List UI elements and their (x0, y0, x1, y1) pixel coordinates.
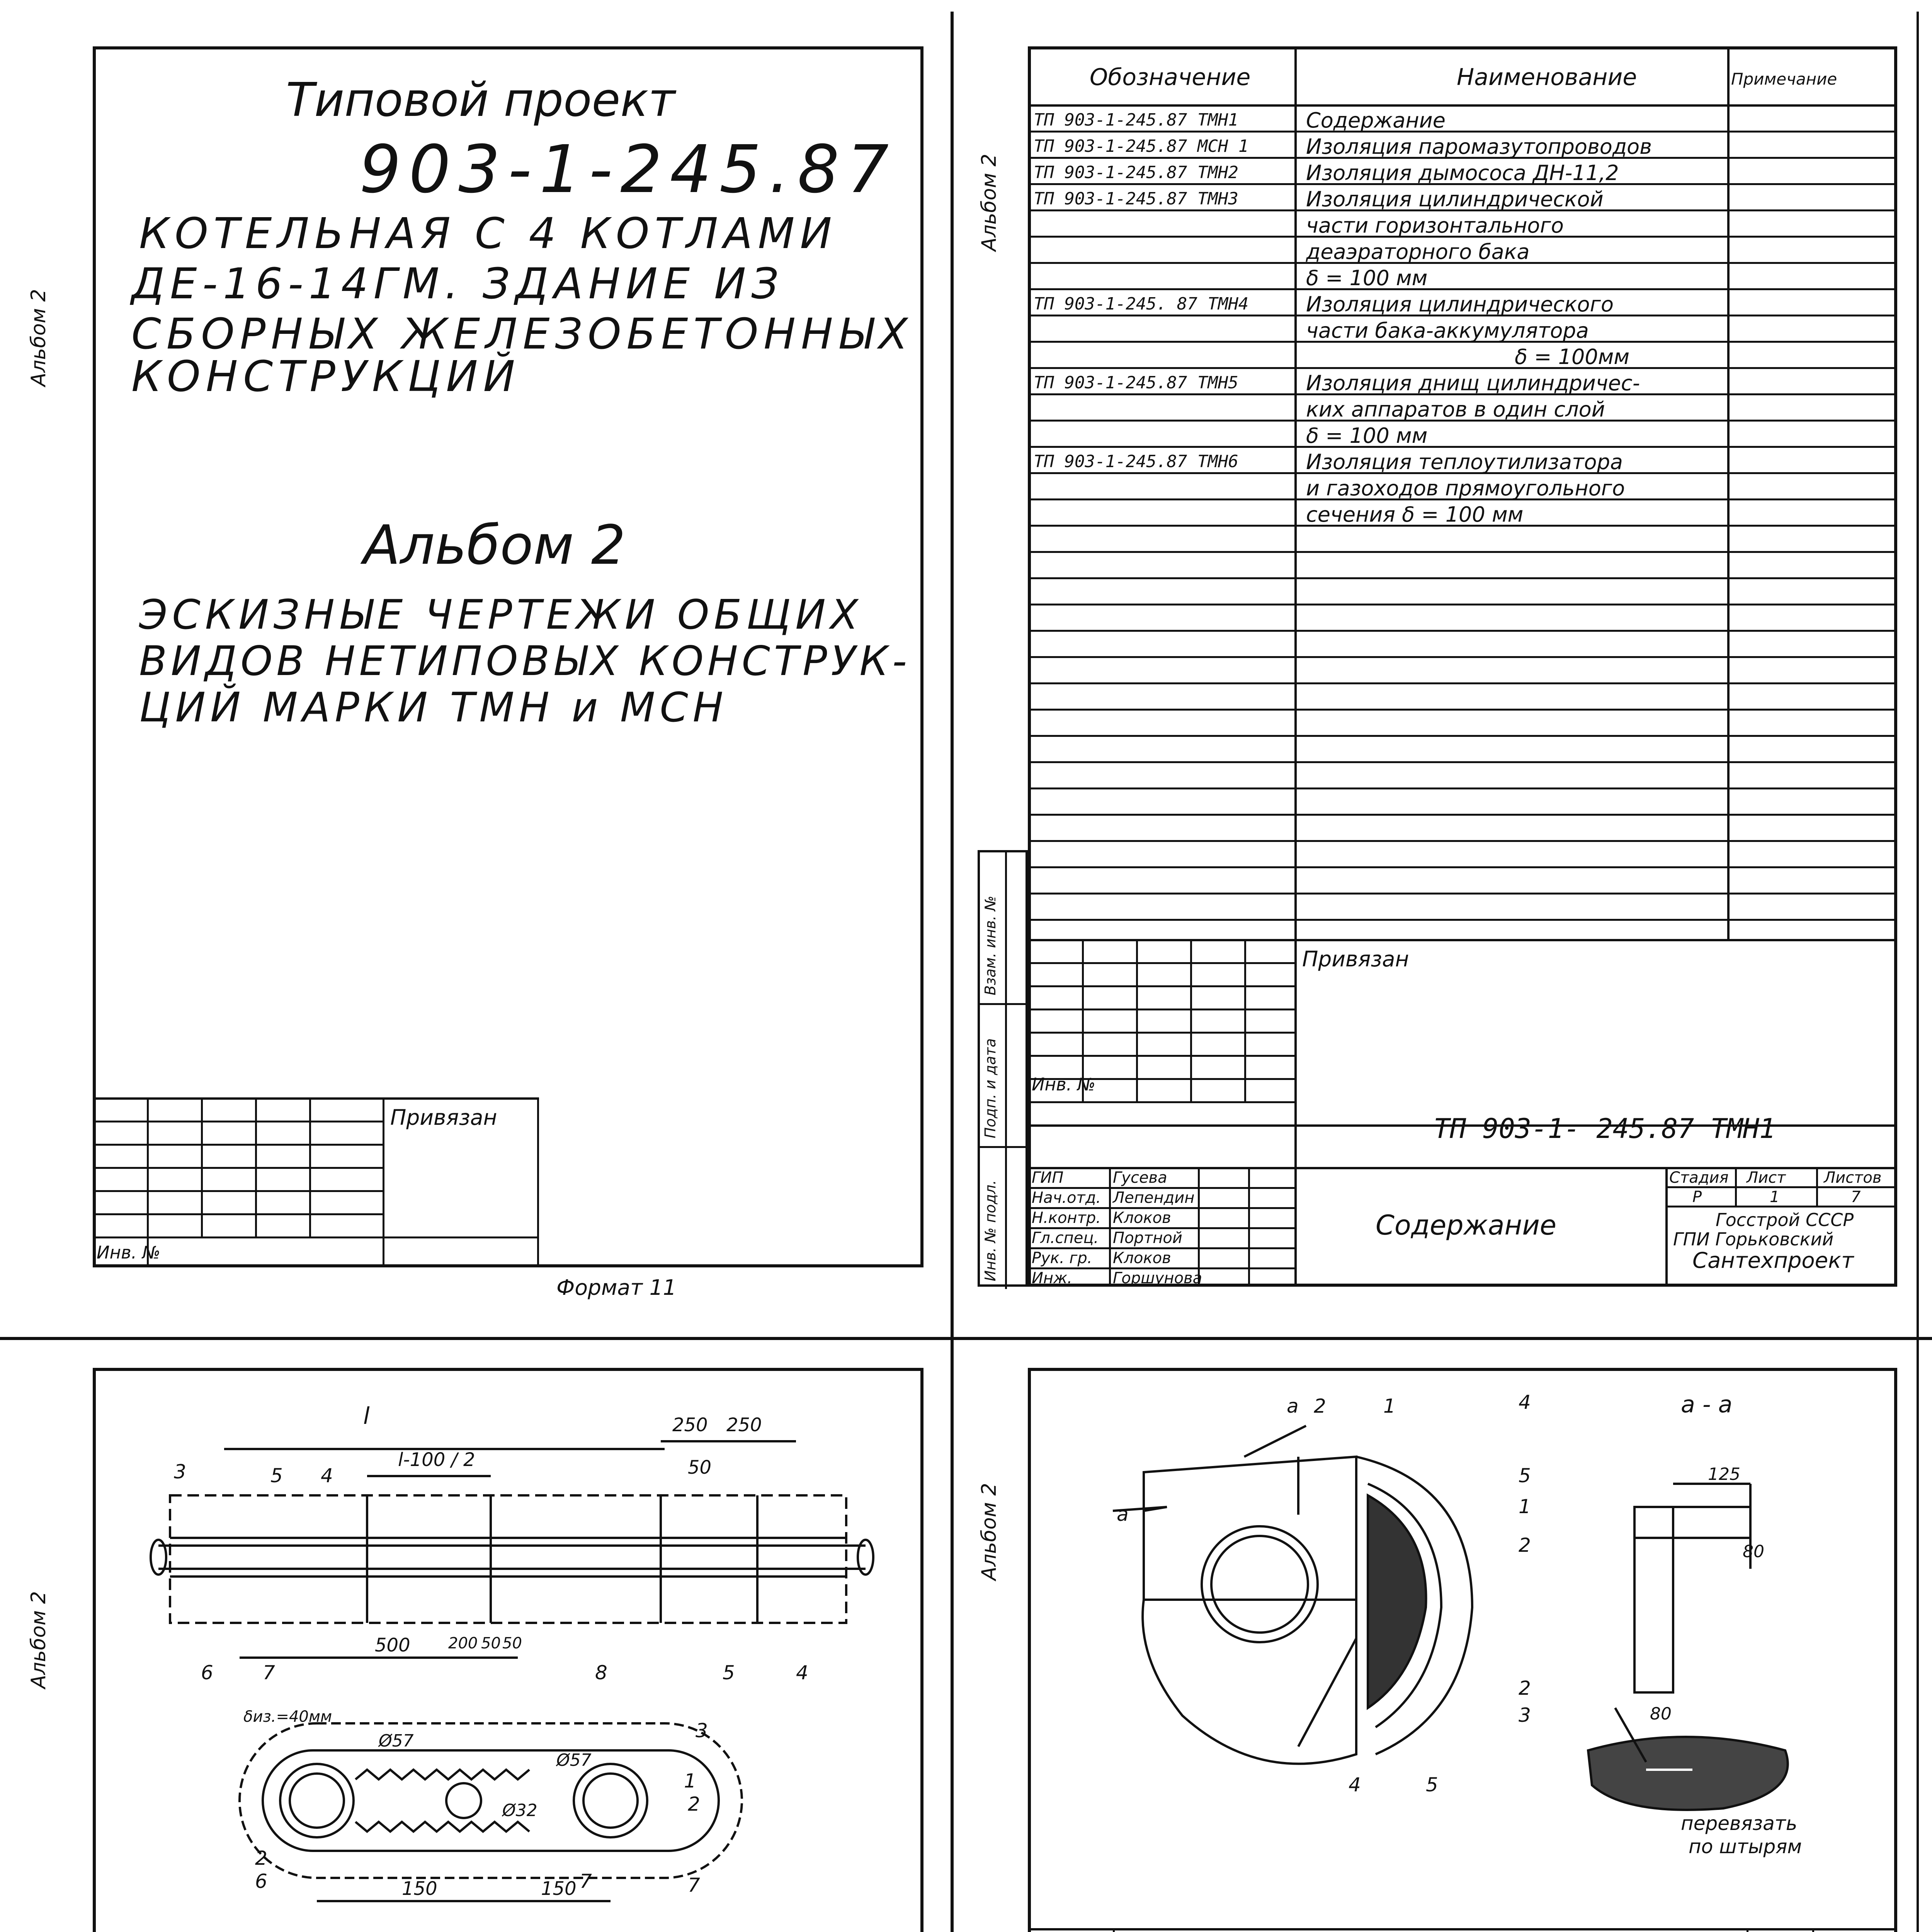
callout: 5 (723, 1662, 735, 1684)
contents-row-name: и газоходов прямоугольного (1306, 476, 1625, 500)
contents-row-name: Изоляция цилиндрического (1306, 292, 1614, 316)
contents-doc-code: ТП 903-1- 245.87 ТМН1 (1434, 1113, 1776, 1145)
dim-label: 80 (1650, 1704, 1672, 1724)
mesh-fill (1368, 1495, 1426, 1708)
contents-panel (954, 0, 1917, 1337)
contents-row-name: части бака-аккумулятора (1306, 318, 1589, 343)
pipe-outline (158, 1538, 866, 1577)
callout: 2 (1519, 1534, 1531, 1556)
cover-desc-line: ДЕ-16-14ГМ. ЗДАНИЕ ИЗ (131, 259, 784, 308)
cover-album-desc-line: ЭСКИЗНЫЕ ЧЕРТЕЖИ ОБЩИХ (139, 591, 863, 638)
callout: 5 (1519, 1464, 1531, 1487)
exhauster-body (1143, 1457, 1356, 1764)
contents-inv: Инв. № (1032, 1074, 1096, 1095)
right-edge-line (1917, 12, 1919, 1932)
person-name: Портной (1113, 1229, 1182, 1247)
tie-note: перевязать (1681, 1812, 1798, 1835)
contents-row-name: Изоляция цилиндрической (1306, 187, 1604, 211)
cover-stamp (93, 1097, 923, 1267)
cover-side-label: Альбом 2 (27, 289, 50, 386)
dim-label: 250 (672, 1414, 708, 1436)
dim-label: Ø57 (556, 1750, 592, 1770)
cover-album: Альбом 2 (363, 514, 626, 577)
stage-value: 1 (1770, 1188, 1780, 1206)
dim-label: 500 (375, 1634, 410, 1656)
callout: 3 (1519, 1704, 1531, 1726)
dim-label: 125 (1708, 1464, 1740, 1484)
callout: 4 (1519, 1391, 1531, 1413)
pipe-section-circle (583, 1774, 638, 1828)
cover-album-desc-line: ЦИЙ МАРКИ ТМН и МСН (139, 684, 728, 731)
person-name: Гусева (1113, 1169, 1167, 1187)
callout: 2 (255, 1847, 267, 1869)
callout: 8 (595, 1662, 607, 1684)
dim-label: 150 (541, 1878, 577, 1900)
contents-row-code: ТП 903-1-245.87 МСН 1 (1034, 136, 1249, 156)
stage-header: Стадия (1669, 1169, 1729, 1187)
dim-label: Ø57 (379, 1731, 414, 1751)
tape-zigzag (355, 1770, 529, 1779)
cover-album-desc-line: ВИДОВ НЕТИПОВЫХ КОНСТРУК- (139, 638, 911, 685)
person-name: Клоков (1113, 1249, 1171, 1267)
contents-row-name: Содержание (1306, 108, 1446, 133)
section-wall (1634, 1507, 1673, 1692)
contents-privyazan: Привязан (1302, 947, 1409, 971)
cover-title: Типовой проект (286, 73, 675, 127)
contents-row-name: Изоляция дымососа ДН-11,2 (1306, 161, 1619, 185)
cover-desc-line: СБОРНЫХ ЖЕЛЕЗОБЕТОННЫХ (131, 309, 913, 359)
horizontal-separator (0, 1337, 1932, 1340)
contents-row-name: сечения δ = 100 мм (1306, 502, 1524, 527)
pipe-section (240, 1723, 742, 1878)
tmn2-spec-table (1028, 1928, 1897, 1932)
stage-value: Р (1692, 1188, 1702, 1206)
contents-row-name: δ = 100мм (1515, 345, 1630, 369)
contents-row-code: ТП 903-1-245.87 ТМН3 (1034, 189, 1238, 209)
callout: 1 (684, 1770, 696, 1792)
cover-format: Формат 11 (556, 1275, 677, 1300)
dim-label: δиз.=40мм (243, 1708, 332, 1726)
person-role: Инж. (1032, 1269, 1072, 1287)
callout: 4 (321, 1464, 333, 1487)
contents-row-name: ких аппаратов в один слой (1306, 397, 1605, 422)
section-label: а - а (1681, 1391, 1733, 1418)
tie-note: по штырям (1689, 1835, 1802, 1858)
contents-row-code: ТП 903-1-245.87 ТМН2 (1034, 163, 1238, 182)
org-line: Госстрой СССР (1716, 1209, 1854, 1230)
person-role: ГИП (1032, 1169, 1064, 1187)
callout: 2 (1314, 1395, 1326, 1417)
dim-label: 80 (1743, 1542, 1764, 1561)
pipe-section-circle (280, 1764, 354, 1837)
person-role: Нач.отд. (1032, 1189, 1101, 1207)
person-name: Клоков (1113, 1209, 1171, 1227)
callout: 3 (696, 1719, 708, 1742)
dim-label: l-100 / 2 (398, 1449, 475, 1471)
contents-row-name: δ = 100 мм (1306, 423, 1428, 448)
contents-row-name: Изоляция днищ цилиндричес- (1306, 371, 1640, 395)
side-stamp-label: Подп. и дата (982, 1038, 999, 1138)
contents-row-name: части горизонтального (1306, 213, 1564, 238)
side-stamp-label: Инв. № подл. (982, 1180, 999, 1281)
person-role: Н.контр. (1032, 1209, 1101, 1227)
callout: 3 (174, 1461, 186, 1483)
dim-label: l (363, 1403, 370, 1430)
callout: а (1287, 1395, 1299, 1417)
dim-label: 50 (688, 1457, 712, 1478)
cover-project-number: 903-1-245.87 (359, 131, 897, 208)
cover-desc-line: КОТЕЛЬНАЯ С 4 КОТЛАМИ (139, 209, 837, 258)
contents-row-name: деаэраторного бака (1306, 240, 1530, 264)
callout: 7 (263, 1662, 275, 1684)
dim-label: 50 (481, 1634, 501, 1652)
dim-label: Ø32 (502, 1801, 537, 1820)
contents-row-name: Изоляция теплоутилизатора (1306, 450, 1623, 474)
callout: 4 (796, 1662, 808, 1684)
dim-label: 50 (502, 1634, 522, 1652)
pipe-insulation (170, 1495, 846, 1623)
callout: 2 (1519, 1677, 1531, 1699)
vertical-separator (951, 12, 954, 1932)
callout: 1 (1383, 1395, 1396, 1417)
contents-sheet-title: Содержание (1376, 1209, 1556, 1241)
dim-label: 250 (726, 1414, 762, 1436)
contents-side-stamp (978, 850, 1028, 1287)
pipe-section-circle (574, 1764, 647, 1837)
contents-header-name: Наименование (1457, 64, 1637, 91)
cover-panel (0, 0, 951, 1337)
person-role: Рук. гр. (1032, 1249, 1092, 1267)
callout: 7 (580, 1870, 592, 1893)
contents-row-name: δ = 100 мм (1306, 266, 1428, 290)
tmn2-side-label: Альбом 2 (978, 1483, 1001, 1580)
callout: 5 (270, 1464, 283, 1487)
side-stamp-label: Взам. инв. № (982, 895, 999, 995)
org-line: ГПИ Горьковский (1673, 1229, 1834, 1250)
cover-desc-line: КОНСТРУКЦИЙ (131, 352, 520, 401)
msn-panel (0, 1341, 951, 1932)
pin-area (1588, 1737, 1788, 1810)
contents-header-code: Обозначение (1090, 64, 1251, 91)
person-name: Горшунова (1113, 1269, 1202, 1287)
callout: 6 (255, 1870, 267, 1893)
cover-privyazan: Привязан (390, 1105, 497, 1130)
contents-row-code: ТП 903-1-245.87 ТМН6 (1034, 452, 1238, 471)
contents-row-code: ТП 903-1-245. 87 ТМН4 (1034, 294, 1249, 314)
contents-header-note: Примечание (1731, 70, 1837, 88)
callout: 6 (201, 1662, 213, 1684)
contents-row-name: Изоляция паромазутопроводов (1306, 134, 1652, 159)
person-name: Лепендин (1113, 1189, 1195, 1207)
contents-side-label: Альбом 2 (978, 153, 1001, 251)
org-line: Сантехпроект (1692, 1248, 1854, 1273)
callout: 1 (1519, 1495, 1531, 1518)
cover-inv: Инв. № (97, 1242, 161, 1263)
callout: 5 (1426, 1774, 1438, 1796)
stage-header: Лист (1747, 1169, 1786, 1187)
contents-title-block (1028, 939, 1897, 1287)
person-role: Гл.спец. (1032, 1229, 1099, 1247)
msn-side-label: Альбом 2 (27, 1591, 50, 1689)
pipe-section-circle (290, 1774, 344, 1828)
callout: 7 (688, 1874, 700, 1896)
dim-label: 200 (448, 1634, 478, 1652)
callout: 2 (688, 1793, 700, 1815)
tmn2-panel (954, 1341, 1917, 1932)
stage-header: Листов (1824, 1169, 1882, 1187)
contents-row-code: ТП 903-1-245.87 ТМН1 (1034, 110, 1238, 130)
callout: 4 (1349, 1774, 1361, 1796)
exhauster-inlet (1202, 1526, 1318, 1642)
tape-zigzag (355, 1822, 529, 1832)
pipe-section-circle (446, 1783, 481, 1818)
callout: а (1117, 1503, 1129, 1526)
dim-label: 150 (402, 1878, 437, 1900)
contents-row-code: ТП 903-1-245.87 ТМН5 (1034, 373, 1238, 393)
stage-value: 7 (1851, 1188, 1861, 1206)
